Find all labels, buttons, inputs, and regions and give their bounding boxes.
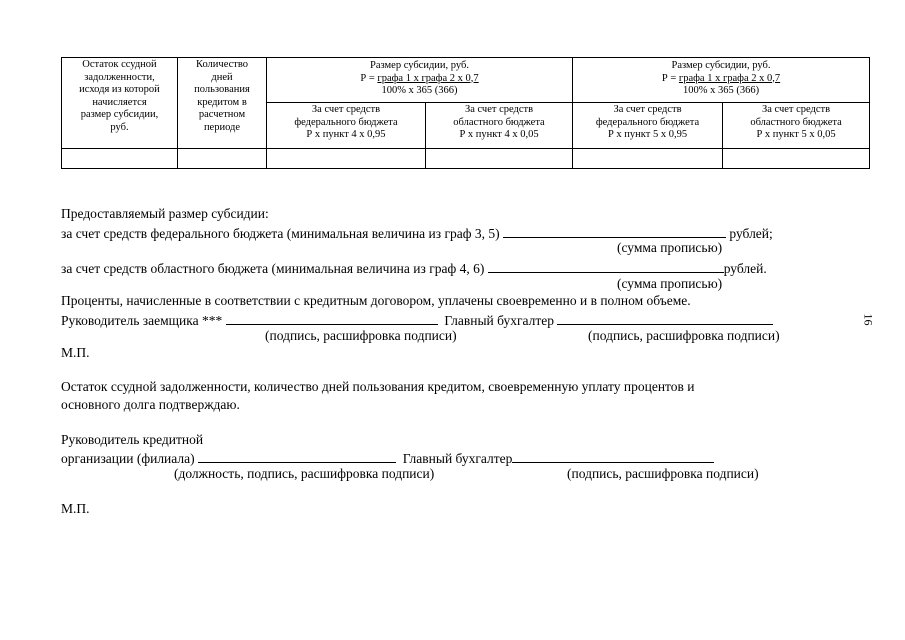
- signature-hint-4: (подпись, расшифровка подписи): [567, 466, 759, 481]
- signature-hint-3: (должность, подпись, расшифровка подписи): [174, 466, 435, 481]
- provided-heading: Предоставляемый размер субсидии:: [61, 206, 269, 221]
- subsidy-table: [61, 57, 870, 169]
- bank-head-label: Руководитель кредитной: [61, 432, 204, 447]
- confirmation-text-line-2: основного долга подтверждаю.: [61, 397, 240, 412]
- table-cell: [573, 149, 723, 169]
- bank-signature-line: организации (филиала) Главный бухгалтер: [61, 449, 714, 467]
- borrower-signature-line: Руководитель заемщика *** Главный бухгалтер: [61, 311, 773, 329]
- regional-amount-blank: [488, 259, 724, 273]
- group-header-subsidy-1: Размер субсидии, руб. Р = графа 1 х графа 2 х 0,7 100% х 365 (366): [267, 58, 573, 103]
- col-header-loan-balance: Остаток ссудной задолженности, исходя из которой начисляется размер субсидии, руб.: [62, 58, 178, 149]
- interest-statement: Проценты, начисленные в соответствии с кредитным договором, уплачены своевременно и в полном объеме.: [61, 293, 691, 308]
- subheader-regional-1: За счет средств областного бюджета Р х пункт 4 х 0,05: [426, 103, 573, 149]
- accountant-signature-blank-1: [557, 311, 773, 325]
- confirmation-text-line-1: Остаток ссудной задолженности, количество дней пользования кредитом, своевременную уплату процентов и: [61, 379, 695, 394]
- amount-in-words-hint-2: (сумма прописью): [617, 276, 723, 291]
- amount-in-words-hint-1: (сумма прописью): [617, 240, 723, 255]
- subheader-regional-2: За счет средств областного бюджета Р х пункт 5 х 0,05: [723, 103, 870, 149]
- regional-amount-line: за счет средств областного бюджета (минимальная величина из граф 4, 6) рублей.: [61, 261, 767, 276]
- subheader-federal-2: За счет средств федерального бюджета Р х пункт 5 х 0,95: [573, 103, 723, 149]
- bank-head-signature-blank: [198, 449, 396, 463]
- group-header-subsidy-2: Размер субсидии, руб. Р = графа 1 х графа 2 х 0,7 100% х 365 (366): [573, 58, 870, 103]
- subheader-federal-1: За счет средств федерального бюджета Р х пункт 4 х 0,95: [267, 103, 426, 149]
- signature-hint-1: (подпись, расшифровка подписи): [265, 328, 457, 343]
- page-number: 16: [861, 313, 876, 326]
- borrower-signature-blank: [226, 311, 438, 325]
- federal-amount-blank: [503, 224, 726, 238]
- table-cell: [426, 149, 573, 169]
- table-cell: [723, 149, 870, 169]
- stamp-placeholder-1: М.П.: [61, 345, 90, 360]
- table-cell: [178, 149, 267, 169]
- table-cell: [62, 149, 178, 169]
- table-cell: [267, 149, 426, 169]
- signature-hint-2: (подпись, расшифровка подписи): [588, 328, 780, 343]
- federal-amount-line: за счет средств федерального бюджета (минимальная величина из граф 3, 5) рублей;: [61, 226, 773, 241]
- accountant-signature-blank-2: [512, 449, 714, 463]
- col-header-days: Количество дней пользования кредитом в расчетном периоде: [178, 58, 267, 149]
- table-row-empty: [62, 149, 870, 169]
- stamp-placeholder-2: М.П.: [61, 501, 90, 516]
